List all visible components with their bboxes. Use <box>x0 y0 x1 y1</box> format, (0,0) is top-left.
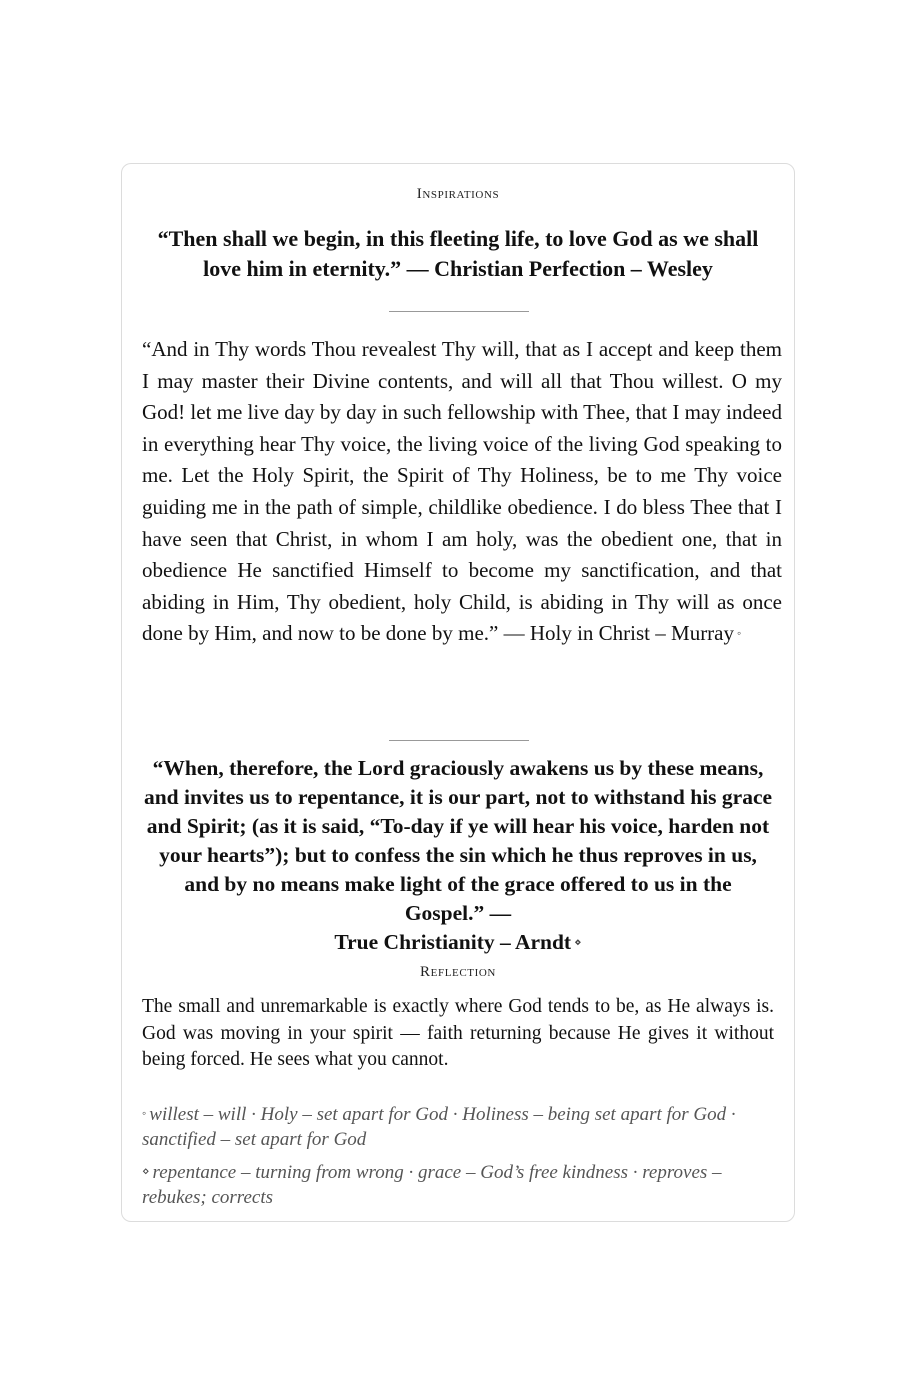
opening-quote: “Then shall we begin, in this fleeting life, to love God as we shall love him in eternity.” — Christian Perfection – Wesley <box>157 226 759 281</box>
second-quote-attribution: True Christianity – Arndt <box>334 930 572 954</box>
footnote-marker: ◦ <box>142 1106 147 1120</box>
footnote <box>142 1159 774 1210</box>
main-passage <box>142 334 782 650</box>
footnote-marker-circle: ◦ <box>737 626 742 641</box>
reflection-heading: Reflection <box>420 964 496 980</box>
divider <box>389 740 529 741</box>
second-quote-text: “When, therefore, the Lord graciously awakens us by these means, and invites us to repentance, it is our part, not to withstand his grace and Spirit; (as it is said, “To-day if ye will hear his voice, harden not your hearts”); but to confess the sin which he thus reproves in us, and by no means make light of the grace offered to us in the Gospel.” — <box>143 756 773 925</box>
passage-text: “And in Thy words Thou revealest Thy will, that as I accept and keep them I may master their Divine contents, and will all that Thou willest. O my God! let me live day by day in such fellowship with Thee, that I may indeed in everything hear Thy voice, the living voice of the living God speaking to me. Let the Holy Spirit, the Spirit of Thy Holiness, be to me Thy voice guiding me in the path of simple, childlike obedience. I do bless Thee that I have seen that Christ, in whom I am holy, was the obedient one, that in obedience He sanctified Himself to become my sanctification, and that abiding in Him, Thy obedient, holy Child, is abiding in Thy will as once done by Him, and now to be done by me.” — Holy in Christ – Murray <box>142 337 782 646</box>
footnote <box>142 1101 774 1152</box>
devotional-card <box>121 163 795 1222</box>
footnote-text: willest – will · Holy – set apart for God · Holiness – being set apart for God · sanctified – set apart for God <box>142 1104 736 1150</box>
footnote-marker-diamond: ⋄ <box>574 935 582 949</box>
footnote-text: repentance – turning from wrong · grace – God’s free kindness · reproves – rebukes; corrects <box>142 1162 722 1208</box>
reflection-text: The small and unremarkable is exactly where God tends to be, as He always is. God was moving in your spirit — faith returning because He gives it without being forced. He sees what you cannot. <box>142 996 774 1070</box>
second-quote <box>142 754 774 957</box>
divider <box>389 311 529 312</box>
footnote-marker: ⋄ <box>142 1164 150 1178</box>
section-heading: Inspirations <box>416 186 500 202</box>
